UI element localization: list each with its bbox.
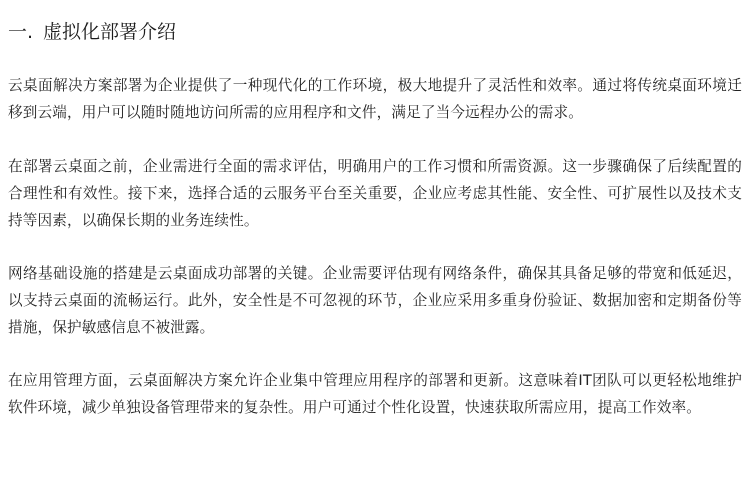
section-heading	[8, 0, 742, 54]
section-number: 一.	[8, 21, 34, 43]
paragraph-needs-assessment: 在部署云桌面之前，企业需进行全面的需求评估，明确用户的工作习惯和所需资源。这一步骤确保了后续配置的合理性和有效性。接下来，选择合适的云服务平台至关重要，企业应考虑其性能、安全性、可扩展性以及技术支持等因素，以确保长期的业务连续性。	[8, 158, 742, 229]
paragraph-intro: 云桌面解决方案部署为企业提供了一种现代化的工作环境，极大地提升了灵活性和效率。通过将传统桌面环境迁移到云端，用户可以随时随地访问所需的应用程序和文件，满足了当今远程办公的需求。	[8, 77, 742, 121]
paragraph-application-management: 在应用管理方面，云桌面解决方案允许企业集中管理应用程序的部署和更新。这意味着IT团队可以更轻松地维护软件环境，减少单独设备管理带来的复杂性。用户可通过个性化设置，快速获取所需应用，提高工作效率。	[8, 372, 742, 416]
paragraph-network-infrastructure: 网络基础设施的搭建是云桌面成功部署的关键。企业需要评估现有网络条件，确保其具备足够的带宽和低延迟，以支持云桌面的流畅运行。此外，安全性是不可忽视的环节，企业应采用多重身份验证、数据加密和定期备份等措施，保护敏感信息不被泄露。	[8, 265, 742, 336]
section-title: 虚拟化部署介绍	[43, 21, 177, 43]
